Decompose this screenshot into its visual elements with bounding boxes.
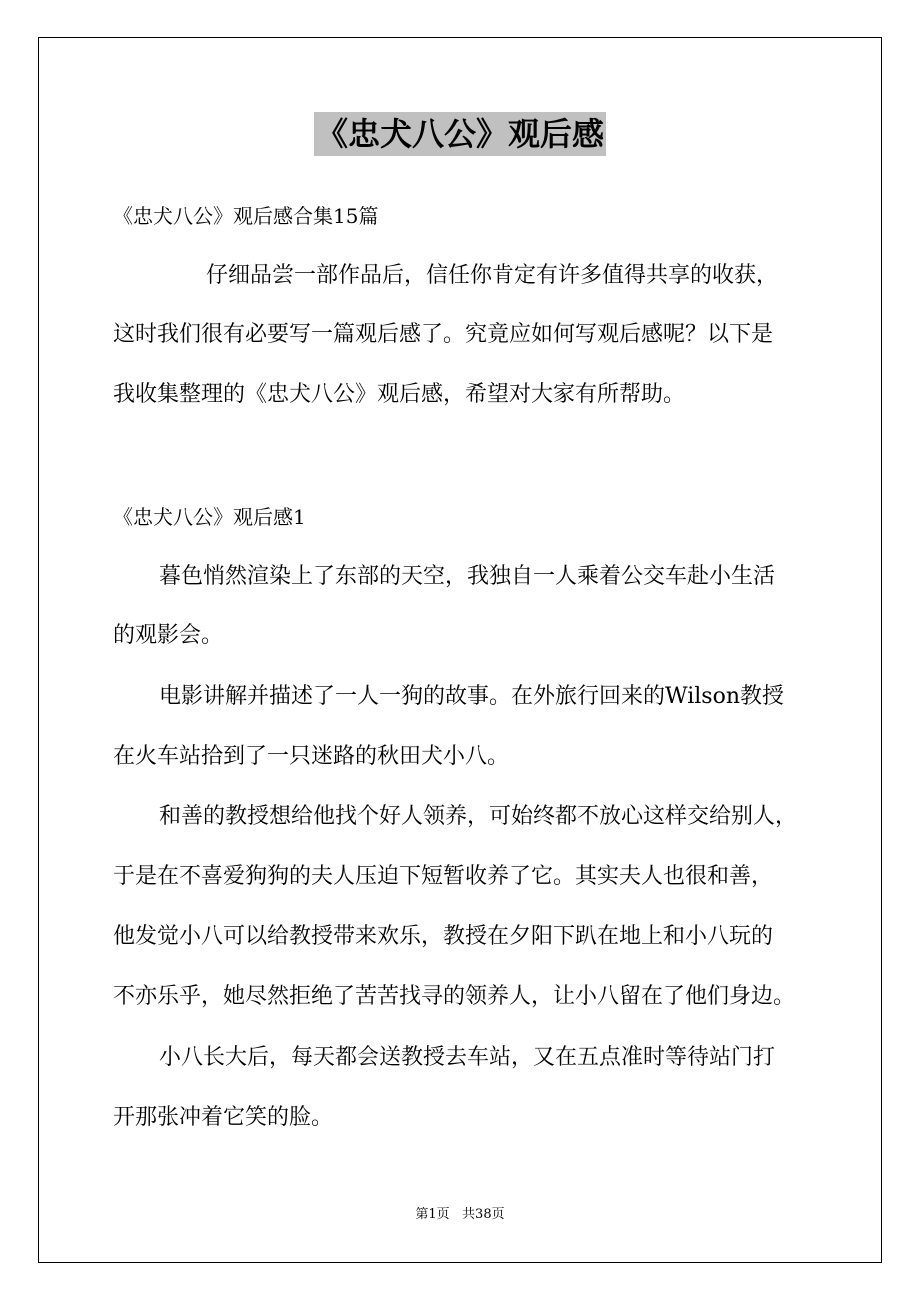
body-line-3: 电影讲解并描述了一人一狗的故事。在外旅行回来的Wilson教授 (159, 684, 785, 709)
body-line-9: 小八长大后，每天都会送教授去车站，又在五点准时等待站门打 (159, 1045, 776, 1070)
body-line-1: 暮色悄然渲染上了东部的天空，我独自一人乘着公交车赴小生活 (159, 564, 776, 589)
body-line-8: 不亦乐乎，她尽然拒绝了苦苦找寻的领养人，让小八留在了他们身边。 (113, 984, 796, 1009)
intro-line-1: 仔细品尝一部作品后，信任你肯定有许多值得共享的收获， (206, 263, 779, 288)
title-container (0, 112, 920, 156)
body-line-2: 的观影会。 (113, 623, 224, 648)
body-line-4: 在火车站拾到了一只迷路的秋田犬小八。 (113, 744, 510, 769)
page-footer: 第1页 共38页 (415, 1207, 505, 1222)
body-line-6: 于是在不喜爱狗狗的夫人压迫下短暂收养了它。其实夫人也很和善， (113, 864, 774, 889)
document-subtitle: 《忠犬八公》观后感合集15篇 (113, 204, 379, 228)
section-heading: 《忠犬八公》观后感1 (113, 505, 306, 529)
body-line-5: 和善的教授想给他找个好人领养，可始终都不放心这样交给别人， (159, 804, 798, 829)
body-line-7: 他发觉小八可以给教授带来欢乐，教授在夕阳下趴在地上和小八玩的 (113, 924, 774, 949)
body-line-10: 开那张冲着它笑的脸。 (113, 1105, 334, 1130)
intro-line-2: 这时我们很有必要写一篇观后感了。究竟应如何写观后感呢？以下是 (113, 322, 774, 347)
intro-line-3: 我收集整理的《忠犬八公》观后感，希望对大家有所帮助。 (113, 382, 686, 407)
document-title: 《忠犬八公》观后感 (314, 112, 606, 156)
